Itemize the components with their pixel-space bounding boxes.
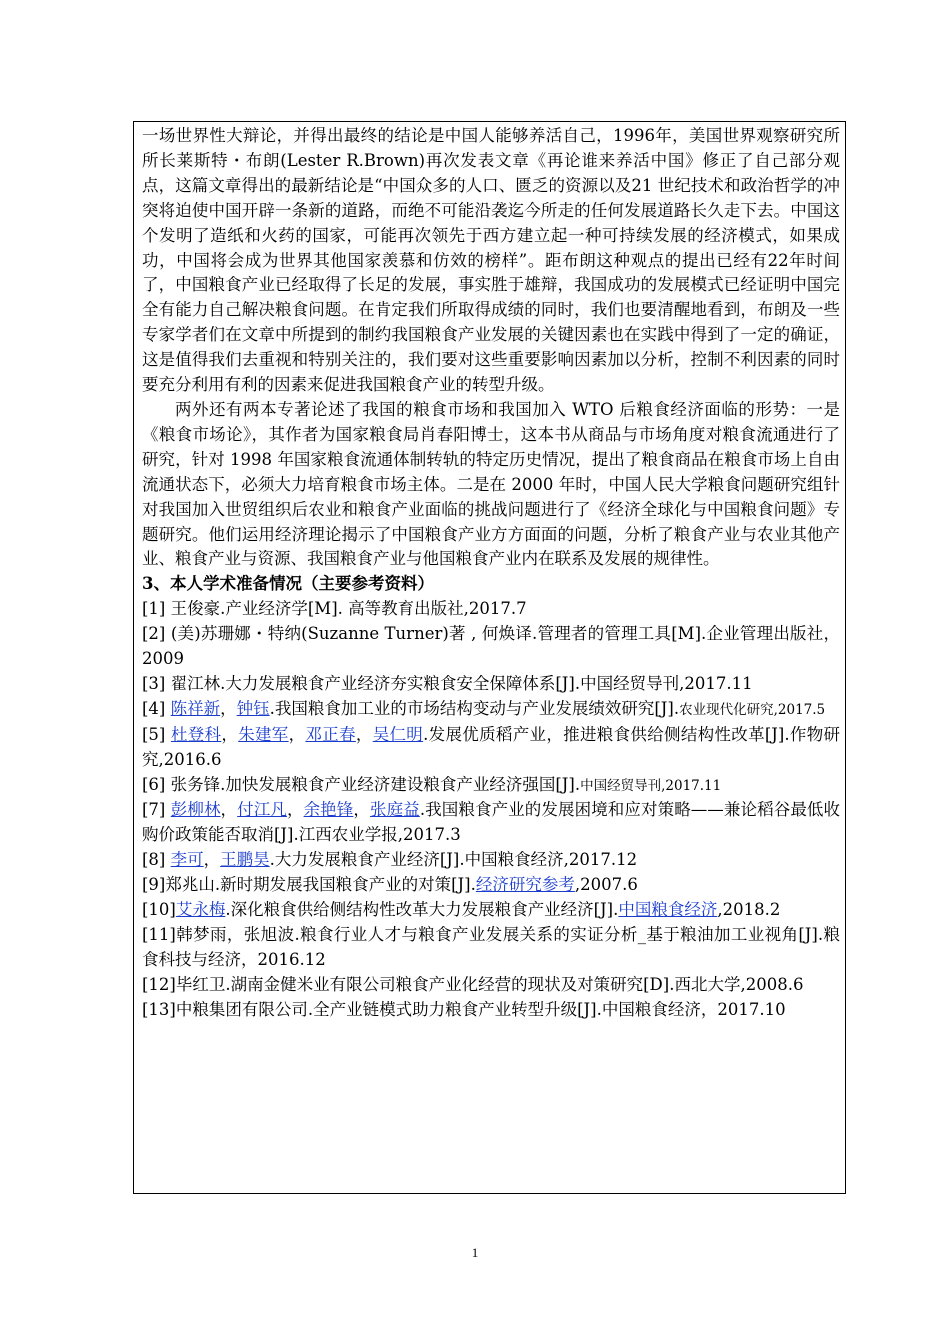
author-link[interactable]: 陈祥新 [170,698,221,718]
reference-number: [4] [142,698,171,718]
reference-item [142,898,840,923]
reference-item [142,873,840,898]
reference-item: [1] 王俊豪.产业经济学[M]. 高等教育出版社,2017.7 [142,599,527,619]
reference-text: .我国粮食产业的发展困境和应对策略——兼论稻谷最低收购价政策能否取消[J].江西农业学报,2017.3 [142,800,841,845]
page-number: 1 [471,1245,479,1260]
reference-number: [8] [142,850,171,870]
separator: ， [355,724,373,744]
reference-item [142,723,840,773]
reference-source: 中国经贸导刊,2017.11 [580,777,722,794]
author-link[interactable]: 杜登科 [170,724,222,744]
separator: ， [286,800,304,820]
separator: ， [220,800,238,820]
reference-text: ,2018.2 [717,900,781,920]
reference-source: 农业现代化研究,2017.5 [679,701,826,718]
journal-link[interactable]: 经济研究参考 [475,875,575,895]
reference-item: [12]毕红卫.湖南金健米业有限公司粮食产业化经营的现状及对策研究[D].西北大学,2008.6 [142,974,804,994]
journal-link[interactable]: 中国粮食经济 [618,900,718,920]
author-link[interactable]: 李可 [170,850,204,870]
document-body [142,124,840,1023]
separator: ， [353,800,370,820]
author-link[interactable]: 艾永梅 [175,900,226,920]
reference-item [142,697,840,723]
author-link[interactable]: 邓正春 [305,724,356,744]
reference-number: [5] [142,724,171,744]
reference-item: [2] (美)苏珊娜・特纳(Suzanne Turner)著 , 何焕译.管理者的管理工具[M].企业管理出版社，2009 [142,624,840,669]
author-link[interactable]: 王鹏昊 [220,850,270,870]
author-link[interactable]: 余艳锋 [303,800,354,820]
separator: ， [220,698,237,718]
reference-item: [13]中粮集团有限公司.全产业链模式助力粮食产业转型升级[J].中国粮食经济，2017.10 [142,999,786,1019]
author-link[interactable]: 吴仁明 [372,724,424,744]
reference-text: .深化粮食供给侧结构性改革大力发展粮食产业经济[J]. [225,900,619,920]
reference-text: ,2007.6 [574,875,638,895]
reference-item: [11]韩梦雨，张旭波.粮食行业人才与粮食产业发展关系的实证分析_基于粮油加工业视角[J].粮食科技与经济，2016.12 [142,925,840,969]
reference-item [142,773,840,799]
author-link[interactable]: 彭柳林 [170,800,221,820]
reference-text: [6] 张务锋.加快发展粮食产业经济建设粮食产业经济强国[J]. [142,774,581,794]
reference-text: .大力发展粮食产业经济[J].中国粮食经济,2017.12 [269,850,638,870]
separator: ， [221,724,239,744]
reference-text: .发展优质稻产业，推进粮食供给侧结构性改革[J].作物研究,2016.6 [142,724,841,769]
separator: ， [203,850,221,870]
reference-item: [3] 翟江林.大力发展粮食产业经济夯实粮食安全保障体系[J].中国经贸导刊,2017.11 [142,673,753,693]
author-link[interactable]: 朱建军 [238,724,289,744]
reference-text: [9]郑兆山.新时期发展我国粮食产业的对策[J]. [142,875,476,895]
author-link[interactable]: 张庭益 [370,800,420,820]
reference-item [142,848,840,873]
reference-number: [7] [142,800,171,820]
reference-item [142,798,840,848]
author-link[interactable]: 钟钰 [236,698,270,718]
paragraph-monographs: 两外还有两本专著论述了我国的粮食市场和我国加入 WTO 后粮食经济面临的形势：一是《粮食市场论》，其作者为国家粮食局肖春阳博士，这本书从商品与市场角度对粮食流通进行了研究，针对 1998 年国家粮食流通体制转轨的特定历史情况，提出了粮食商品在粮食市场上自由流通状态下，必须大力培育粮食市场主体。二是在 2000 年时，中国人民大学粮食问题研究组针对我国加入世贸组织后农业和粮食产业面临的挑战问题进行了《经济全球化与中国粮食问题》专题研究。他们运用经济理论揭示了中国粮食产业方方面面的问题，分析了粮食产业与农业其他产业、粮食产业与资源、我国粮食产业与他国粮食产业内在联系及发展的规律性。 [142,399,840,569]
reference-list [142,597,840,1022]
reference-text: .我国粮食加工业的市场结构变动与产业发展绩效研究[J]. [269,698,680,718]
reference-number: [10] [142,900,176,920]
paragraph-brown-debate: 一场世界性大辩论，并得出最终的结论是中国人能够养活自己，1996年，美国世界观察研究所所长莱斯特・布朗(Lester R.Brown)再次发表文章《再论谁来养活中国》修正了自己部分观点，这篇文章得出的最新结论是“中国众多的人口、匮乏的资源以及21 世纪技术和政治哲学的冲突将迫使中国开辟一条新的道路，而绝不可能沿袭迄今所走的任何发展道路长久走下去。中国这个发明了造纸和火药的国家，可能再次领先于西方建立起一种可持续发展的经济模式，如果成功，中国将会成为世界其他国家羡慕和仿效的榜样”。距布朗这种观点的提出已经有22年时间了，中国粮食产业已经取得了长足的发展，事实胜于雄辩，我国成功的发展模式已经证明中国完全有能力自己解决粮食问题。在肯定我们所取得成绩的同时，我们也要清醒地看到，布朗及一些专家学者们在文章中所提到的制约我国粮食产业发展的关键因素也在实践中得到了一定的确证，这是值得我们去重视和特别关注的，我们要对这些重要影响因素加以分析，控制不利因素的同时要充分利用有利的因素来促进我国粮食产业的转型升级。 [142,126,840,395]
separator: ， [288,724,306,744]
author-link[interactable]: 付江凡 [237,800,287,820]
section-heading: 3、本人学术准备情况（主要参考资料） [142,574,434,594]
